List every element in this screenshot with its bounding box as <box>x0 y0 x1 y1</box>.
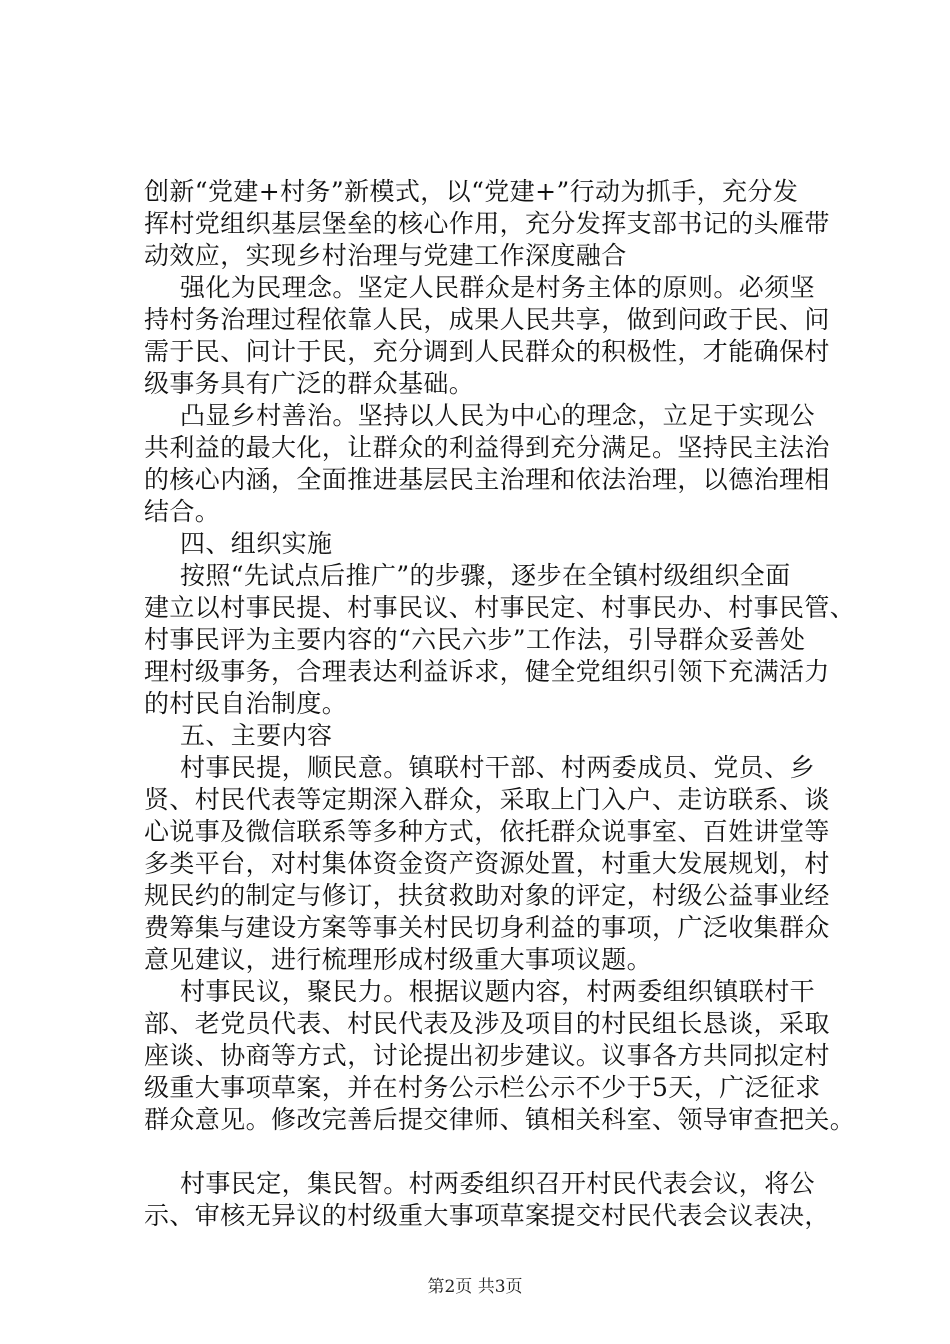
text-line: 意见建议，进行梳理形成村级重大事项议题。 <box>144 945 653 974</box>
text-line: 共利益的最大化，让群众的利益得到充分满足。坚持民主法治 <box>144 433 830 462</box>
section-heading: 四、组织实施 <box>180 529 333 558</box>
paragraph-start-line: 强化为民理念。坚定人民群众是村务主体的原则。必须坚 <box>180 273 816 302</box>
page-footer: 第2页 共3页 <box>427 1277 523 1297</box>
paragraph-start-line: 凸显乡村善治。坚持以人民为中心的理念，立足于实现公 <box>180 401 816 430</box>
paragraph-start-line: 村事民提，顺民意。镇联村干部、村两委成员、党员、乡 <box>180 753 816 782</box>
text-line: 的村民自治制度。 <box>144 689 348 718</box>
text-line: 规民约的制定与修订，扶贫救助对象的评定，村级公益事业经 <box>144 881 830 910</box>
text-line: 座谈、协商等方式，讨论提出初步建议。议事各方共同拟定村 <box>144 1041 830 1070</box>
text-line: 理村级事务，合理表达利益诉求，健全党组织引领下充满活力 <box>144 657 830 686</box>
text-line: 创新“党建+村务”新模式，以“党建+”行动为抓手，充分发 <box>144 177 799 206</box>
text-line: 多类平台，对村集体资金资产资源处置，村重大发展规划，村 <box>144 849 830 878</box>
paragraph-start-line: 村事民定，集民智。村两委组织召开村民代表会议，将公 <box>180 1169 816 1198</box>
text-line: 示、审核无异议的村级重大事项草案提交村民代表会议表决， <box>144 1201 830 1230</box>
text-line: 群众意见。修改完善后提交律师、镇相关科室、领导审查把关。 <box>144 1105 856 1134</box>
text-line: 部、老党员代表、村民代表及涉及项目的村民组长恳谈，采取 <box>144 1009 830 1038</box>
text-line: 结合。 <box>144 497 221 526</box>
text-line: 级重大事项草案，并在村务公示栏公示不少于5天，广泛征求 <box>144 1073 821 1102</box>
text-line: 需于民、问计于民，充分调到人民群众的积极性，才能确保村 <box>144 337 830 366</box>
text-line: 村事民评为主要内容的“六民六步”工作法，引导群众妥善处 <box>144 625 806 654</box>
text-line: 费筹集与建设方案等事关村民切身利益的事项，广泛收集群众 <box>144 913 830 942</box>
text-line: 持村务治理过程依靠人民，成果人民共享，做到问政于民、问 <box>144 305 830 334</box>
text-line: 贤、村民代表等定期深入群众，采取上门入户、走访联系、谈 <box>144 785 830 814</box>
text-line: 建立以村事民提、村事民议、村事民定、村事民办、村事民管、 <box>144 593 856 622</box>
text-line: 的核心内涵，全面推进基层民主治理和依法治理，以德治理相 <box>144 465 830 494</box>
text-line: 级事务具有广泛的群众基础。 <box>144 369 475 398</box>
text-line: 动效应，实现乡村治理与党建工作深度融合 <box>144 241 627 270</box>
text-line: 心说事及微信联系等多种方式，依托群众说事室、百姓讲堂等 <box>144 817 830 846</box>
paragraph-start-line: 村事民议，聚民力。根据议题内容，村两委组织镇联村干 <box>180 977 816 1006</box>
section-heading: 五、主要内容 <box>180 721 333 750</box>
paragraph-start-line: 按照“先试点后推广”的步骤，逐步在全镇村级组织全面 <box>180 561 791 590</box>
text-line: 挥村党组织基层堡垒的核心作用，充分发挥支部书记的头雁带 <box>144 209 830 238</box>
